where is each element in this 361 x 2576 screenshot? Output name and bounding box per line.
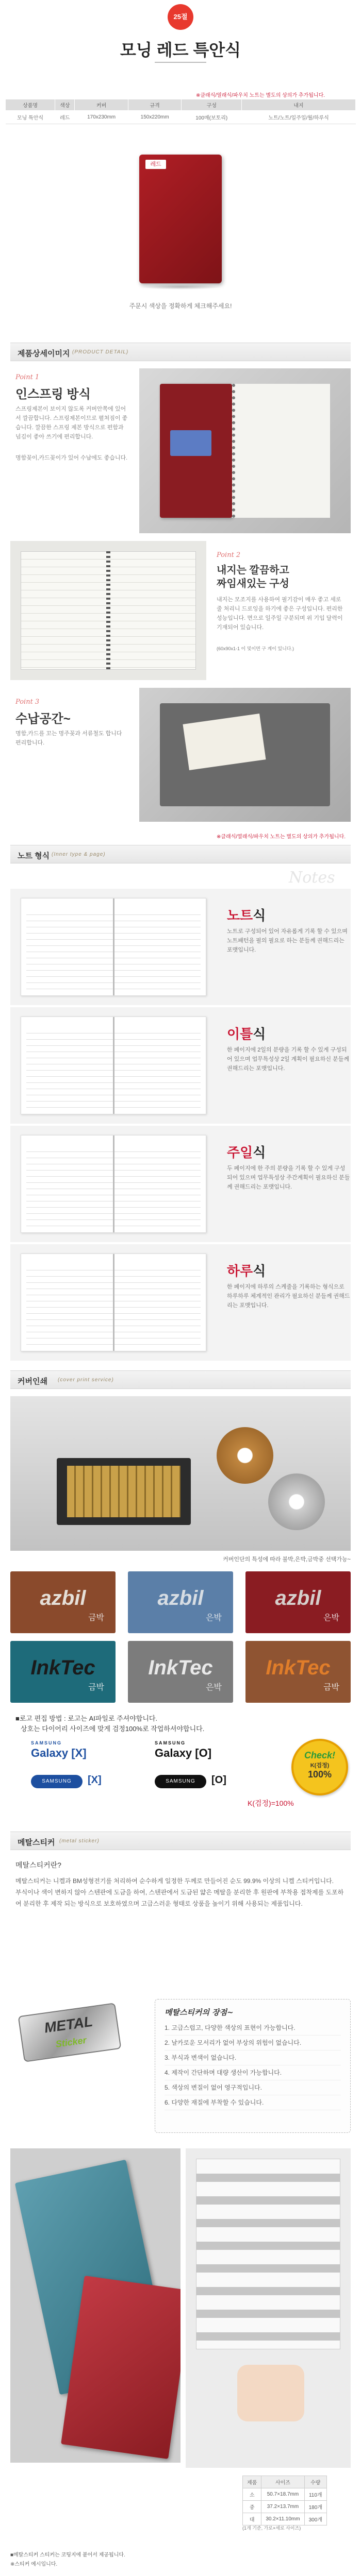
k-note: K(검정)=100% bbox=[248, 1799, 294, 1807]
spec-header-row bbox=[6, 99, 356, 111]
note-page-image bbox=[21, 1253, 206, 1351]
samsung-label: SAMSUNG bbox=[31, 1740, 62, 1745]
spec-cell: 노트/노트/일주일/월/하루식 bbox=[242, 111, 356, 124]
size-header: 제품 bbox=[243, 2476, 261, 2488]
tip-item: 2. 날카로운 모서리가 없어 부상의 위험이 없습니다. bbox=[165, 2036, 341, 2050]
point2-label: Point 2 bbox=[217, 551, 241, 559]
point1-label: Point 1 bbox=[15, 374, 40, 381]
tip-item: 3. 부식과 변색이 없습니다. bbox=[165, 2050, 341, 2065]
open-notebook-page bbox=[232, 384, 330, 518]
foil-print-photo bbox=[10, 1396, 351, 1551]
notes-watermark: Notes bbox=[289, 869, 335, 887]
print-caption: 커버인단의 특성에 따라 불박,은박,금박중 선택가능~ bbox=[223, 1556, 351, 1563]
point2-heading-2: 짜임새있는 구성 bbox=[217, 578, 289, 589]
bottom-caption-1: ■메탈스티커 스티커는 코팅지에 붙어서 제공됩니다. bbox=[10, 2552, 125, 2558]
spec-header: 색상 bbox=[55, 99, 75, 111]
note-type-title: 노트식 bbox=[227, 908, 266, 923]
metal-sticker-sheet-photo bbox=[186, 2148, 351, 2468]
note-row bbox=[10, 1126, 351, 1242]
size-row: 대 30.2×11.10mm 300개 bbox=[243, 2513, 327, 2526]
top-notice: ※클래식/열래식/파우치 노트는 별도의 상의가 추가됩니다. bbox=[196, 93, 325, 98]
point3-heading: 수납공간~ bbox=[15, 712, 71, 726]
spec-header: 내지 bbox=[242, 99, 356, 111]
size-table bbox=[242, 2476, 327, 2526]
cover-color-label: 레드 bbox=[145, 160, 166, 169]
spec-header: 상품명 bbox=[6, 99, 55, 111]
spec-header: 커버 bbox=[75, 99, 128, 111]
section-bar-notes bbox=[10, 845, 351, 863]
spec-cell: 150x220mm bbox=[128, 111, 182, 124]
spec-table bbox=[5, 99, 356, 124]
mid-notice: ※클래식/열래식/파우치 노트는 별도의 상의가 추가됩니다. bbox=[217, 834, 346, 840]
note-type-title: 하루식 bbox=[227, 1263, 266, 1279]
bottom-caption-2: ※스티커 예시입니다. bbox=[10, 2562, 58, 2567]
size-header: 수량 bbox=[304, 2476, 326, 2488]
section-title: 커버인쇄 bbox=[18, 1377, 47, 1386]
logo-note-1: ■로고 편집 방법 : 로고는 AI파일로 주셔야합니다. bbox=[15, 1715, 158, 1722]
section-subtitle: (Inner type & page) bbox=[52, 852, 106, 857]
metal-diary-photo bbox=[10, 2148, 180, 2463]
spec-cell: 170x230mm bbox=[75, 111, 128, 124]
foil-swatch: azbil 은박 bbox=[128, 1571, 233, 1633]
foil-swatch: InkTec 은박 bbox=[128, 1641, 233, 1703]
note-type-desc: 노트로 구성되어 있어 자유롭게 기록 할 수 있으며 노트패턴을 필의 필요로 하는 분들께 권해드리는 포맷입니다. bbox=[227, 928, 348, 953]
logo-note-2: 상호는 다이어리 사이즈에 맞게 검정100%로 작업하셔야합니다. bbox=[21, 1725, 205, 1733]
note-type-title: 주일식 bbox=[227, 1145, 266, 1160]
red-diary-cover bbox=[139, 155, 222, 283]
check-badge: Check! K(검정) 100% bbox=[291, 1739, 348, 1795]
note-row bbox=[10, 1244, 351, 1361]
point2-desc: 내지는 모조지를 사용하여 필기감이 매우 좋고 세로줄 처리니 드로잉을 하기에 좋은 구성입니다. 편리한 성능입니다. 면으로 일주일 구분되며 위 기입 달력이 기재되어 있습니다. bbox=[217, 597, 343, 631]
section-subtitle: (PRODUCT DETAIL) bbox=[72, 349, 129, 355]
silver-foil-roll bbox=[268, 1473, 325, 1530]
size-badge: 25절 bbox=[168, 4, 193, 30]
gold-foil-roll bbox=[217, 1427, 273, 1484]
note-type-desc: 한 페이지에 하루의 스케줄을 기록하는 형식으로 하루하루 체계적인 관리가 필요하신 분들께 권해드리는 포맷입니다. bbox=[227, 1284, 350, 1309]
note-type-desc: 두 페이지에 한 주의 분량을 기록 할 수 있게 구성되어 있으며 업무특성상 주간계획이 필요하신 분들께 권해드리는 포맷입니다. bbox=[227, 1165, 350, 1190]
metal-question: 메탈스티커란? bbox=[15, 1861, 61, 1869]
point1-photo bbox=[139, 368, 351, 533]
hand-image bbox=[237, 2365, 304, 2421]
section-bar-detail bbox=[10, 343, 351, 361]
samsung-wrong-mark: [X] bbox=[88, 1774, 102, 1786]
spec-header: 규격 bbox=[128, 99, 182, 111]
spec-cell: 모닝 특안식 bbox=[6, 111, 55, 124]
product-title: 모닝 레드 특안식 bbox=[120, 41, 241, 59]
samsung-black-pill: SAMSUNG bbox=[155, 1775, 206, 1788]
title-divider bbox=[155, 62, 206, 63]
note-row bbox=[10, 1007, 351, 1124]
point1-desc: 스프링제본이 보이지 않도록 커버안쪽에 있어서 깔끔합니다. 스프링제본이므로 펼쳐짐이 좋습니다. 깔끔한 스프링 제본 방식으로 편함과 넘김이 좋아 쓰기에 편리합니다. bbox=[15, 406, 128, 440]
gold-type-blocks bbox=[67, 1466, 180, 1517]
metal-sticker-badge: METAL Sticker bbox=[18, 2003, 122, 2062]
spec-header: 구성 bbox=[182, 99, 242, 111]
cover-note: 주문시 색상을 정확하게 체크해주세요! bbox=[129, 302, 232, 310]
samsung-ok-mark: [O] bbox=[211, 1774, 226, 1786]
sticker-sheet bbox=[196, 2159, 340, 2349]
foil-swatch: InkTec 금박 bbox=[10, 1641, 116, 1703]
section-title: 노트 형식 bbox=[18, 852, 50, 860]
logo-wrong: Galaxy [X] bbox=[31, 1747, 87, 1759]
tip-item: 4. 제작이 간단하며 대량 생산이 가능합니다. bbox=[165, 2065, 341, 2080]
foil-swatch: azbil 금박 bbox=[10, 1571, 116, 1633]
point2-heading-1: 내지는 깔끔하고 bbox=[217, 565, 289, 576]
point1-heading: 인스프링 방식 bbox=[15, 387, 91, 401]
foil-swatch: InkTec 금박 bbox=[245, 1641, 351, 1703]
tip-item: 1. 고급스럽고, 다양한 색상의 표현이 가능합니다. bbox=[165, 2021, 341, 2036]
point3-desc: 명함,카드를 꼬는 명주꽂과 서류철도 합니다 편리합니다. bbox=[15, 731, 122, 746]
section-subtitle: (cover print service) bbox=[58, 1377, 114, 1383]
note-page-image bbox=[21, 1016, 206, 1114]
point2-note: (60x90x1-1 이 및이면 구 계이 있니다.) bbox=[217, 646, 294, 651]
note-row bbox=[10, 889, 351, 1005]
note-page-image bbox=[21, 898, 206, 996]
section-title: 메탈스티커 bbox=[18, 1838, 55, 1847]
section-bar-print bbox=[10, 1370, 351, 1389]
tips-title: 메탈스티커의 장점~ bbox=[165, 2008, 234, 2017]
spec-row bbox=[6, 111, 356, 124]
tip-item: 6. 다양한 재질에 부착할 수 있습니다. bbox=[165, 2095, 341, 2110]
size-caption: (1개 기준, 가로×세로 사이즈) bbox=[242, 2526, 301, 2531]
card-image bbox=[170, 430, 211, 456]
size-row: 소 50.7×18.7mm 110개 bbox=[243, 2488, 327, 2501]
size-header: 사이즈 bbox=[261, 2476, 304, 2488]
logo-ok: Galaxy [O] bbox=[155, 1747, 212, 1759]
section-subtitle: (metal sticker) bbox=[59, 1838, 100, 1844]
section-title: 제품상세이미지 bbox=[18, 349, 70, 358]
metal-desc: 메탈스티커는 니켈과 BM성형전기를 처리하여 순수하게 일정한 두께로 만들어진 순도 99.9% 이상의 니켈 스티커입니다. 부식이나 색이 변하지 않아 스텐판에 도금을 하여, 스텐판에서 도금된 얇은 메탈을 분리한 후 원판에 부착용 접착제를 도포하여 분리한 후 제작 되는 방식으로 보호하였으며 고급스러운 형태로 상품을 높이기 위해 사용되는 제품입니다. bbox=[15, 1877, 344, 1907]
spec-cell: 100매(보토리) bbox=[182, 111, 242, 124]
cover-shadow bbox=[139, 284, 222, 290]
point2-photo bbox=[10, 541, 206, 680]
point3-photo bbox=[139, 688, 351, 822]
note-page-image bbox=[21, 1135, 206, 1233]
spec-cell: 레드 bbox=[55, 111, 75, 124]
samsung-blue-pill: SAMSUNG bbox=[31, 1775, 83, 1788]
spiral-rings bbox=[106, 551, 110, 670]
size-row: 중 37.2×13.7mm 180개 bbox=[243, 2501, 327, 2513]
point1-desc2: 명함꽂이,카드꽂이가 있어 수납에도 좋습니다. bbox=[15, 455, 128, 461]
samsung-label: SAMSUNG bbox=[155, 1740, 186, 1745]
point3-label: Point 3 bbox=[15, 698, 40, 706]
note-type-desc: 한 페이지에 2일의 분량을 기록 할 수 있게 구성되어 있으며 업무특성상 2일 계획이 필요하신 분들께 권해드리는 포맷입니다. bbox=[227, 1047, 349, 1072]
metal-tips-box bbox=[155, 1999, 351, 2133]
foil-swatch: azbil 은박 bbox=[245, 1571, 351, 1633]
section-bar-metal bbox=[10, 1832, 351, 1850]
tip-item: 5. 색상의 변질이 없어 영구적입니다. bbox=[165, 2080, 341, 2095]
note-type-title: 이틀식 bbox=[227, 1026, 266, 1042]
